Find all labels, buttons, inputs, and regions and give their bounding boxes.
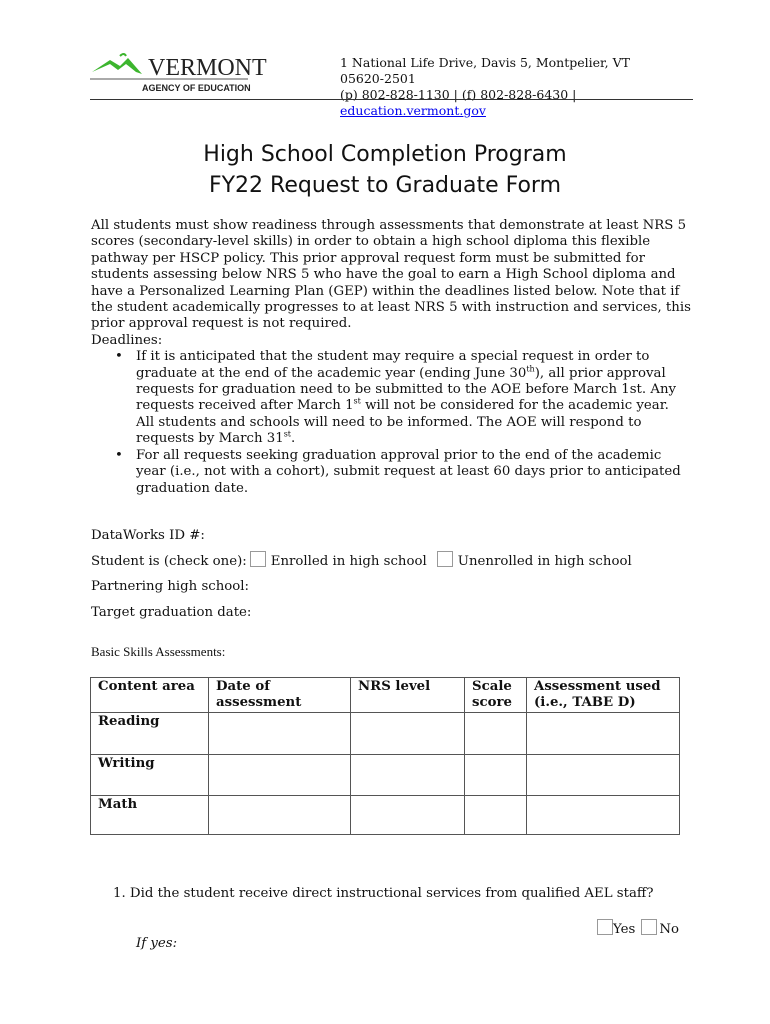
page-title — [0, 139, 770, 201]
website-link[interactable]: education.vermont.gov — [340, 103, 486, 118]
input-cell[interactable] — [527, 755, 680, 796]
input-cell[interactable] — [351, 755, 465, 796]
phone-line: (p) 802-828-1130 | (f) 802-828-6430 | — [340, 87, 577, 102]
input-cell[interactable] — [351, 796, 465, 835]
header-cell: Scale score — [465, 678, 527, 713]
row-label: Writing — [91, 755, 209, 796]
if-yes-label: If yes: — [136, 936, 178, 951]
target-date-field[interactable]: Target graduation date: — [91, 604, 252, 620]
input-cell[interactable] — [465, 713, 527, 755]
table-row — [91, 713, 680, 755]
assessments-table — [90, 677, 680, 835]
input-cell[interactable] — [351, 713, 465, 755]
student-fields — [91, 523, 632, 625]
deadlines-label: Deadlines: — [91, 332, 163, 348]
input-cell[interactable] — [527, 713, 680, 755]
vermont-aoe-logo — [90, 50, 267, 95]
student-status-row: Student is (check one): Enrolled in high school Unenrolled in high school — [91, 549, 632, 575]
input-cell[interactable] — [209, 713, 351, 755]
deadline-bullet: • For all requests seeking graduation approval prior to the end of the academic year (i.e., not with a cohort), submit request at least 60 days prior to anticipated graduation date. — [136, 448, 691, 497]
yes-label: Yes — [613, 922, 636, 937]
title-line2: FY22 Request to Graduate Form — [208, 173, 562, 198]
header-divider — [90, 99, 693, 100]
input-cell[interactable] — [527, 796, 680, 835]
unenrolled-label: Unenrolled in high school — [457, 553, 632, 569]
unenrolled-checkbox[interactable] — [437, 551, 453, 567]
title-line1: High School Completion Program — [203, 142, 567, 167]
header-cell: Assessment used (i.e., TABE D) — [527, 678, 680, 713]
instructions — [91, 218, 691, 497]
input-cell[interactable] — [209, 796, 351, 835]
address-block — [340, 55, 630, 119]
logo-text: VERMONT — [148, 55, 267, 81]
header-cell: Content area — [91, 678, 209, 713]
row-label: Reading — [91, 713, 209, 755]
input-cell[interactable] — [465, 796, 527, 835]
deadline-list — [91, 349, 691, 497]
enrolled-label: Enrolled in high school — [270, 553, 427, 569]
input-cell[interactable] — [209, 755, 351, 796]
yes-no-options — [597, 919, 679, 937]
address-line: 1 National Life Drive, Davis 5, Montpelier, VT — [340, 55, 630, 70]
mountain-logo-icon — [90, 50, 267, 95]
table-row — [91, 796, 680, 835]
svg-text:AGENCY OF EDUCATION: AGENCY OF EDUCATION — [142, 83, 251, 93]
table-row — [91, 755, 680, 796]
dataworks-id-field[interactable]: DataWorks ID #: — [91, 528, 205, 543]
enrolled-checkbox[interactable] — [250, 551, 266, 567]
zip-line: 05620-2501 — [340, 71, 416, 86]
input-cell[interactable] — [465, 755, 527, 796]
question-1: 1. Did the student receive direct instructional services from qualified AEL staff? — [113, 886, 654, 901]
table-header-row — [91, 678, 680, 713]
no-checkbox[interactable] — [641, 919, 657, 935]
header-cell: NRS level — [351, 678, 465, 713]
yes-checkbox[interactable] — [597, 919, 613, 935]
header-cell: Date of assessment — [209, 678, 351, 713]
row-label: Math — [91, 796, 209, 835]
partnering-school-field[interactable]: Partnering high school: — [91, 579, 250, 594]
deadline-bullet: • If it is anticipated that the student may require a special request in order to graduate at the end of the academic year (ending June 30th), all prior approval requests for graduation need to be submitted to the AOE before March 1st. Any requests received after March 1st will not be considered for the academic year. All students and schools will need to be informed. The AOE will respond to requests by March 31st. — [136, 349, 691, 447]
intro-paragraph: All students must show readiness through assessments that demonstrate at least NRS 5 scores (secondary-level skills) in order to obtain a high school diploma this flexible pathway per HSCP policy. This prior approval request form must be submitted for students assessing below NRS 5 who have the goal to earn a High School diploma and have a Personalized Learning Plan (GEP) within the deadlines listed below. Note that if the student academically progresses to at least NRS 5 with instruction and services, this prior approval request is not required. — [91, 218, 691, 332]
no-label: No — [659, 922, 679, 937]
assessments-label: Basic Skills Assessments: — [91, 644, 226, 659]
